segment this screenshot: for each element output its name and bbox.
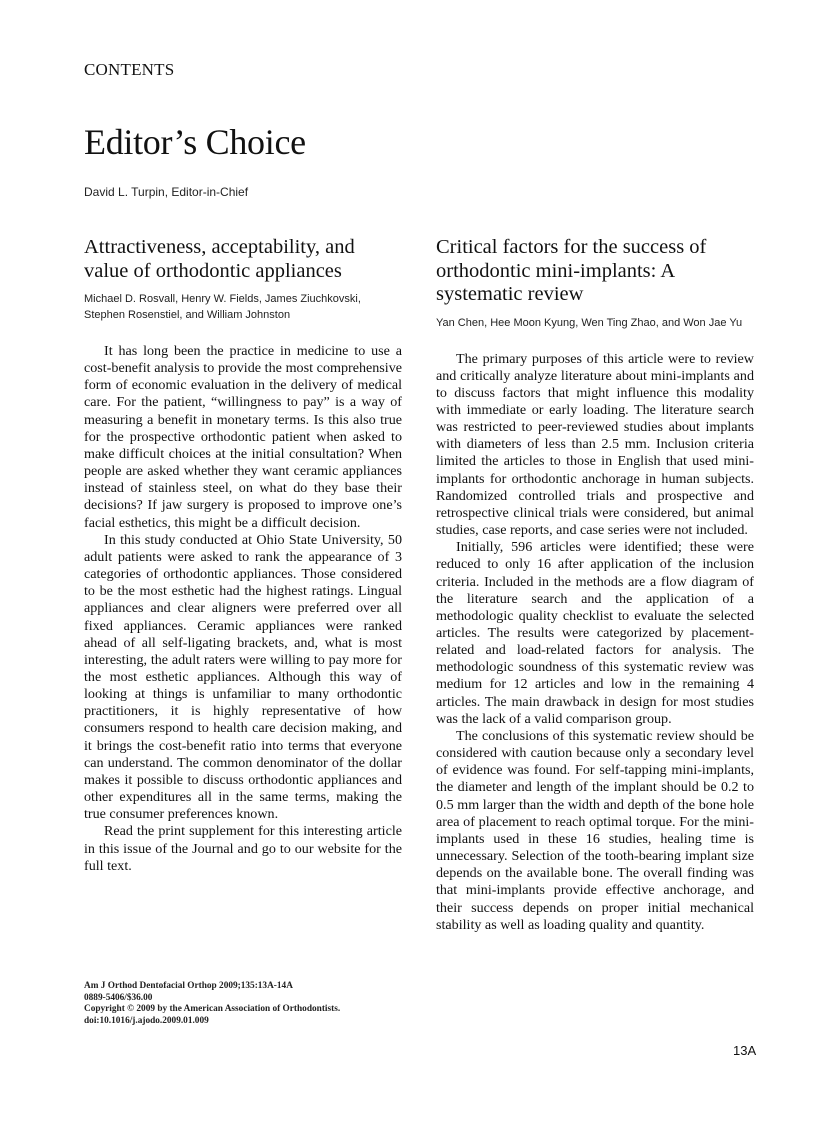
doi: doi:10.1016/j.ajodo.2009.01.009 xyxy=(84,1015,209,1026)
page-number: 13A xyxy=(733,1043,757,1058)
price-code: 0889-5406/$36.00 xyxy=(84,992,153,1003)
paragraph: The conclusions of this systematic review should be considered with caution because only a secondary level of evidence was found. For self-tapping mini-implants, the diameter and length of the implant should be 0.2 to 0.5 mm larger than the width and depth of the bone hole area of placement to reach optimal torque. For the mini-implants used in these 16 studies, healing time is unnecessary. Selection of the tooth-bearing implant size depends on the available bone. The overall finding was that mini-implants provide effective anchorage, and their success depends on proper initial mechanical stability as well as loading quality and quantity. xyxy=(436,727,754,933)
article-left xyxy=(84,236,402,875)
article-authors: Yan Chen, Hee Moon Kyung, Wen Ting Zhao, and Won Jae Yu xyxy=(436,316,743,329)
journal-citation: Am J Orthod Dentofacial Orthop 2009;135:13A-14A xyxy=(84,981,293,991)
article-authors: Michael D. Rosvall, Henry W. Fields, James Ziuchkovski, Stephen Rosenstiel, and William Johnston xyxy=(84,293,361,321)
paragraph: Read the print supplement for this interesting article in this issue of the Journal and go to our website for the full text. xyxy=(84,823,402,874)
article-right xyxy=(436,236,754,934)
citation-footer xyxy=(84,981,340,1027)
paragraph: Initially, 596 articles were identified; these were reduced to only 16 after application of the inclusion criteria. Included in the methods are a flow diagram of the literature search and the application of a methodologic quality checklist to evaluate the selected articles. The results were categorized by placement-related and load-related factors for analysis. The methodologic soundness of this systematic review was medium for 12 articles and low in the remaining 4 articles. The main drawback in design for most studies was the lack of a valid comparison group. xyxy=(436,539,754,727)
paragraph: It has long been the practice in medicine to use a cost-benefit analysis to provide the most comprehensive form of economic evaluation in the delivery of medical care. For the patient, “willingness to pay” is a way of measuring a benefit in monetary terms. Is this also true for the prospective orthodontic patient when asked to make difficult choices at the initial consultation? When people are asked whether they want ceramic appliances instead of stainless steel, on what do they base their decisions? If jaw surgery is proposed to improve one’s facial esthetics, this might be a difficult decision. xyxy=(84,343,402,531)
section-label: CONTENTS xyxy=(84,60,175,79)
paragraph: The primary purposes of this article were to review and critically analyze literature about mini-implants and to discuss factors that might influence this modality with immediate or early loading. The literature search was restricted to peer-reviewed studies about implants with diameters of less than 2.5 mm. Inclusion criteria limited the articles to those in English that used mini-implants for orthodontic anchorage in human subjects. Randomized controlled trials and prospective and retrospective clinical trials were considered, but animal studies, case reports, and case series were not included. xyxy=(436,350,754,539)
article-title: Critical factors for the success of orthodontic mini-implants: A systematic review xyxy=(436,236,707,305)
paragraph: In this study conducted at Ohio State University, 50 adult patients were asked to rank the appearance of 3 categories of orthodontic appliances. Those considered to be the most esthetic had the highest ratings. Lingual appliances and clear aligners were preferred over all fixed appliances. Ceramic appliances were ranked ahead of all self-ligating brackets, and, what is most interesting, the adult raters were willing to pay more for the most esthetic appliances. Although this way of looking at things is unfamiliar to many orthodontic practitioners, it is highly representative of how consumers respond to health care decision making, and it brings the cost-benefit ratio into terms that everyone can understand. The common denominator of the dollar makes it possible to discuss orthodontic appliances and other expenditures all in the same terms, making the true consumer preferences known. xyxy=(84,531,402,823)
copyright: Copyright © 2009 by the American Association of Orthodontists. xyxy=(84,1004,341,1014)
editor-byline: David L. Turpin, Editor-in-Chief xyxy=(84,185,249,199)
article-body xyxy=(436,351,754,934)
page-title: Editor’s Choice xyxy=(84,122,306,162)
article-body xyxy=(84,343,402,875)
article-title: Attractiveness, acceptability, and value of orthodontic appliances xyxy=(84,236,355,282)
